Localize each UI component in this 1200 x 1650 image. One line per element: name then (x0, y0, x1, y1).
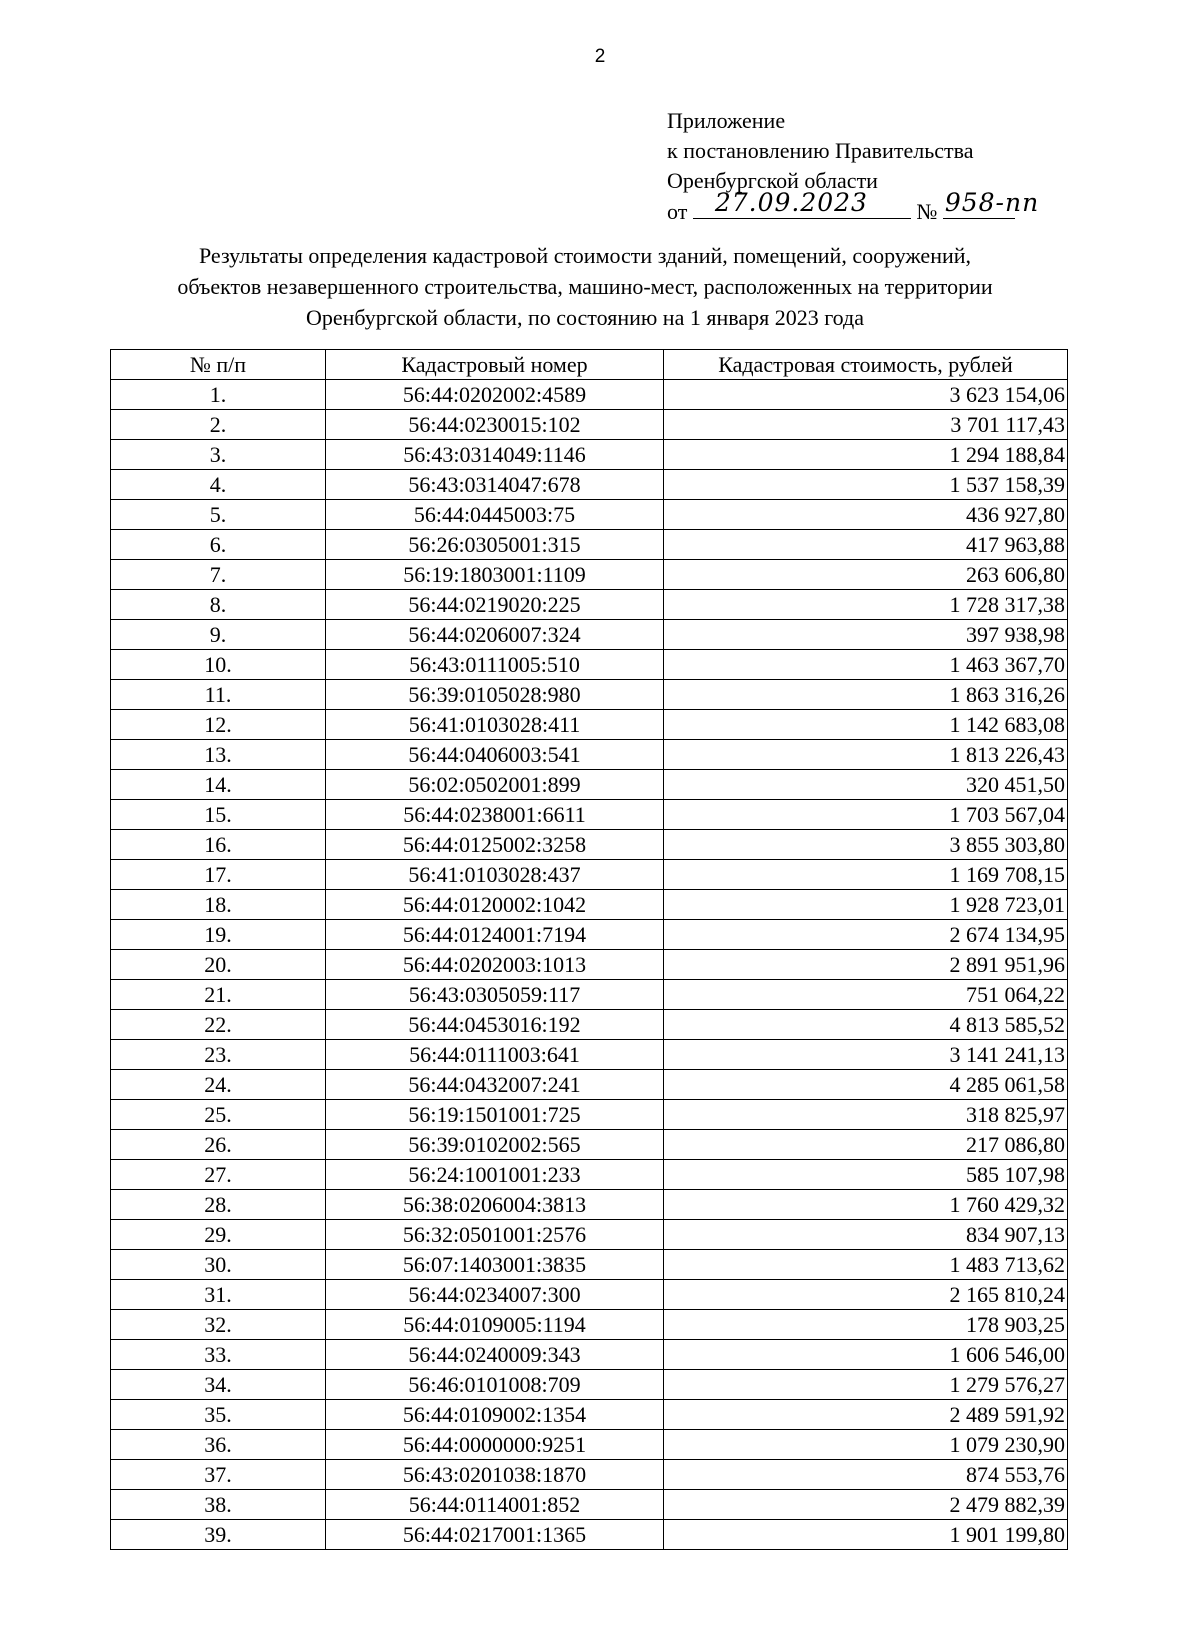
table-row (111, 1220, 1068, 1250)
document-title (0, 240, 1170, 333)
cadastral-number-cell: 56:46:0101008:709 (326, 1370, 664, 1400)
row-number-cell: 13. (111, 740, 326, 770)
cadastral-value-cell: 1 760 429,32 (664, 1190, 1068, 1220)
table-row (111, 1430, 1068, 1460)
cadastral-number-cell: 56:44:0230015:102 (326, 410, 664, 440)
cadastral-number-cell: 56:44:0453016:192 (326, 1010, 664, 1040)
header-cadastral-number: Кадастровый номер (326, 350, 664, 380)
table-row (111, 1130, 1068, 1160)
cadastral-number-cell: 56:19:1803001:1109 (326, 560, 664, 590)
table-row (111, 1340, 1068, 1370)
table-row (111, 530, 1068, 560)
date-prefix: от (667, 199, 688, 224)
cadastral-value-cell: 3 701 117,43 (664, 410, 1068, 440)
cadastral-value-cell: 1 279 576,27 (664, 1370, 1068, 1400)
row-number-cell: 3. (111, 440, 326, 470)
row-number-cell: 16. (111, 830, 326, 860)
table-row (111, 740, 1068, 770)
row-number-cell: 34. (111, 1370, 326, 1400)
cadastral-value-cell: 2 479 882,39 (664, 1490, 1068, 1520)
cadastral-value-cell: 2 489 591,92 (664, 1400, 1068, 1430)
cadastral-value-cell: 1 169 708,15 (664, 860, 1068, 890)
cadastral-value-cell: 3 855 303,80 (664, 830, 1068, 860)
row-number-cell: 32. (111, 1310, 326, 1340)
row-number-cell: 8. (111, 590, 326, 620)
cadastral-value-cell: 1 463 367,70 (664, 650, 1068, 680)
cadastral-value-cell: 751 064,22 (664, 980, 1068, 1010)
row-number-cell: 6. (111, 530, 326, 560)
cadastral-value-cell: 874 553,76 (664, 1460, 1068, 1490)
cadastral-number-cell: 56:24:1001001:233 (326, 1160, 664, 1190)
cadastral-value-cell: 1 728 317,38 (664, 590, 1068, 620)
cadastral-value-cell: 320 451,50 (664, 770, 1068, 800)
cadastral-number-cell: 56:44:0406003:541 (326, 740, 664, 770)
row-number-cell: 20. (111, 950, 326, 980)
cadastral-value-table (110, 349, 1068, 1550)
table-row (111, 380, 1068, 410)
row-number-cell: 24. (111, 1070, 326, 1100)
table-header-row (111, 350, 1068, 380)
row-number-cell: 19. (111, 920, 326, 950)
header-row-number: № п/п (111, 350, 326, 380)
table-row (111, 440, 1068, 470)
cadastral-value-cell: 436 927,80 (664, 500, 1068, 530)
table-row (111, 590, 1068, 620)
cadastral-number-cell: 56:44:0114001:852 (326, 1490, 664, 1520)
table-row (111, 650, 1068, 680)
cadastral-number-cell: 56:44:0202003:1013 (326, 950, 664, 980)
cadastral-value-cell: 3 141 241,13 (664, 1040, 1068, 1070)
table-row (111, 560, 1068, 590)
table-row (111, 980, 1068, 1010)
title-line-1: Результаты определения кадастровой стоимости зданий, помещений, сооружений, (198, 243, 972, 268)
cadastral-number-cell: 56:44:0234007:300 (326, 1280, 664, 1310)
row-number-cell: 22. (111, 1010, 326, 1040)
table-row (111, 680, 1068, 710)
number-prefix: № (916, 199, 938, 224)
appendix-line-3: Оренбургской области (667, 168, 878, 193)
cadastral-number-cell: 56:43:0111005:510 (326, 650, 664, 680)
table-row (111, 1520, 1068, 1550)
cadastral-number-cell: 56:44:0111003:641 (326, 1040, 664, 1070)
table-row (111, 1280, 1068, 1310)
cadastral-value-cell: 1 483 713,62 (664, 1250, 1068, 1280)
cadastral-number-cell: 56:41:0103028:411 (326, 710, 664, 740)
cadastral-value-cell: 1 863 316,26 (664, 680, 1068, 710)
cadastral-value-cell: 263 606,80 (664, 560, 1068, 590)
appendix-line-2: к постановлению Правительства (667, 138, 974, 163)
row-number-cell: 11. (111, 680, 326, 710)
page-number: 2 (594, 46, 606, 67)
cadastral-value-cell: 1 813 226,43 (664, 740, 1068, 770)
cadastral-value-cell: 3 623 154,06 (664, 380, 1068, 410)
row-number-cell: 9. (111, 620, 326, 650)
cadastral-number-cell: 56:38:0206004:3813 (326, 1190, 664, 1220)
row-number-cell: 18. (111, 890, 326, 920)
cadastral-value-cell: 1 079 230,90 (664, 1430, 1068, 1460)
cadastral-number-cell: 56:44:0217001:1365 (326, 1520, 664, 1550)
cadastral-number-cell: 56:44:0219020:225 (326, 590, 664, 620)
row-number-cell: 14. (111, 770, 326, 800)
row-number-cell: 36. (111, 1430, 326, 1460)
cadastral-number-cell: 56:19:1501001:725 (326, 1100, 664, 1130)
row-number-cell: 33. (111, 1340, 326, 1370)
table-row (111, 1190, 1068, 1220)
cadastral-value-cell: 1 294 188,84 (664, 440, 1068, 470)
appendix-line-1: Приложение (667, 108, 786, 133)
cadastral-number-cell: 56:44:0240009:343 (326, 1340, 664, 1370)
table-row (111, 860, 1068, 890)
cadastral-number-cell: 56:44:0120002:1042 (326, 890, 664, 920)
table-row (111, 770, 1068, 800)
row-number-cell: 2. (111, 410, 326, 440)
cadastral-number-cell: 56:32:0501001:2576 (326, 1220, 664, 1250)
row-number-cell: 37. (111, 1460, 326, 1490)
row-number-cell: 30. (111, 1250, 326, 1280)
row-number-cell: 7. (111, 560, 326, 590)
table-row (111, 500, 1068, 530)
cadastral-number-cell: 56:44:0206007:324 (326, 620, 664, 650)
cadastral-value-cell: 1 928 723,01 (664, 890, 1068, 920)
cadastral-value-cell: 1 901 199,80 (664, 1520, 1068, 1550)
row-number-cell: 35. (111, 1400, 326, 1430)
cadastral-number-cell: 56:43:0201038:1870 (326, 1460, 664, 1490)
table-body (111, 380, 1068, 1550)
table-row (111, 920, 1068, 950)
row-number-cell: 15. (111, 800, 326, 830)
table-row (111, 1310, 1068, 1340)
cadastral-value-cell: 2 165 810,24 (664, 1280, 1068, 1310)
table-row (111, 620, 1068, 650)
cadastral-number-cell: 56:41:0103028:437 (326, 860, 664, 890)
table-row (111, 830, 1068, 860)
cadastral-number-cell: 56:44:0238001:6611 (326, 800, 664, 830)
row-number-cell: 1. (111, 380, 326, 410)
row-number-cell: 39. (111, 1520, 326, 1550)
cadastral-number-cell: 56:44:0109002:1354 (326, 1400, 664, 1430)
cadastral-number-cell: 56:39:0102002:565 (326, 1130, 664, 1160)
cadastral-number-cell: 56:02:0502001:899 (326, 770, 664, 800)
cadastral-value-cell: 217 086,80 (664, 1130, 1068, 1160)
cadastral-value-cell: 585 107,98 (664, 1160, 1068, 1190)
cadastral-number-cell: 56:43:0305059:117 (326, 980, 664, 1010)
table-row (111, 1250, 1068, 1280)
cadastral-value-cell: 178 903,25 (664, 1310, 1068, 1340)
handwritten-date: 27.09.2023 (714, 188, 868, 217)
table-row (111, 950, 1068, 980)
cadastral-number-cell: 56:26:0305001:315 (326, 530, 664, 560)
table-row (111, 710, 1068, 740)
table-row (111, 1160, 1068, 1190)
cadastral-number-cell: 56:44:0202002:4589 (326, 380, 664, 410)
table-row (111, 470, 1068, 500)
handwritten-number: 958-пп (944, 188, 1040, 217)
cadastral-number-cell: 56:44:0124001:7194 (326, 920, 664, 950)
date-field (693, 188, 911, 219)
table-row (111, 1490, 1068, 1520)
table-row (111, 1010, 1068, 1040)
table-row (111, 1400, 1068, 1430)
row-number-cell: 38. (111, 1490, 326, 1520)
table-row (111, 1100, 1068, 1130)
row-number-cell: 25. (111, 1100, 326, 1130)
row-number-cell: 27. (111, 1160, 326, 1190)
cadastral-value-cell: 834 907,13 (664, 1220, 1068, 1250)
cadastral-value-cell: 318 825,97 (664, 1100, 1068, 1130)
cadastral-value-cell: 4 813 585,52 (664, 1010, 1068, 1040)
table-row (111, 1460, 1068, 1490)
table-row (111, 890, 1068, 920)
row-number-cell: 17. (111, 860, 326, 890)
cadastral-value-cell: 417 963,88 (664, 530, 1068, 560)
row-number-cell: 23. (111, 1040, 326, 1070)
cadastral-value-cell: 1 606 546,00 (664, 1340, 1068, 1370)
row-number-cell: 5. (111, 500, 326, 530)
cadastral-number-cell: 56:07:1403001:3835 (326, 1250, 664, 1280)
appendix-header (667, 106, 1040, 227)
cadastral-number-cell: 56:44:0445003:75 (326, 500, 664, 530)
cadastral-value-cell: 1 537 158,39 (664, 470, 1068, 500)
title-line-2: объектов незавершенного строительства, машино-мест, расположенных на территории (177, 274, 993, 299)
row-number-cell: 26. (111, 1130, 326, 1160)
appendix-date-line (667, 188, 1040, 227)
cadastral-number-cell: 56:44:0125002:3258 (326, 830, 664, 860)
cadastral-value-cell: 397 938,98 (664, 620, 1068, 650)
row-number-cell: 4. (111, 470, 326, 500)
cadastral-number-cell: 56:44:0432007:241 (326, 1070, 664, 1100)
cadastral-number-cell: 56:44:0000000:9251 (326, 1430, 664, 1460)
cadastral-number-cell: 56:43:0314047:678 (326, 470, 664, 500)
table-row (111, 410, 1068, 440)
row-number-cell: 31. (111, 1280, 326, 1310)
header-cadastral-value: Кадастровая стоимость, рублей (664, 350, 1068, 380)
table-row (111, 800, 1068, 830)
cadastral-number-cell: 56:43:0314049:1146 (326, 440, 664, 470)
title-line-3: Оренбургской области, по состоянию на 1 января 2023 года (305, 305, 865, 330)
row-number-cell: 12. (111, 710, 326, 740)
row-number-cell: 29. (111, 1220, 326, 1250)
cadastral-value-cell: 1 703 567,04 (664, 800, 1068, 830)
cadastral-number-cell: 56:39:0105028:980 (326, 680, 664, 710)
cadastral-value-cell: 2 674 134,95 (664, 920, 1068, 950)
row-number-cell: 28. (111, 1190, 326, 1220)
table-row (111, 1070, 1068, 1100)
number-field (943, 188, 1040, 219)
row-number-cell: 21. (111, 980, 326, 1010)
table-row (111, 1370, 1068, 1400)
cadastral-value-cell: 2 891 951,96 (664, 950, 1068, 980)
row-number-cell: 10. (111, 650, 326, 680)
cadastral-number-cell: 56:44:0109005:1194 (326, 1310, 664, 1340)
table-row (111, 1040, 1068, 1070)
cadastral-value-cell: 4 285 061,58 (664, 1070, 1068, 1100)
cadastral-value-cell: 1 142 683,08 (664, 710, 1068, 740)
